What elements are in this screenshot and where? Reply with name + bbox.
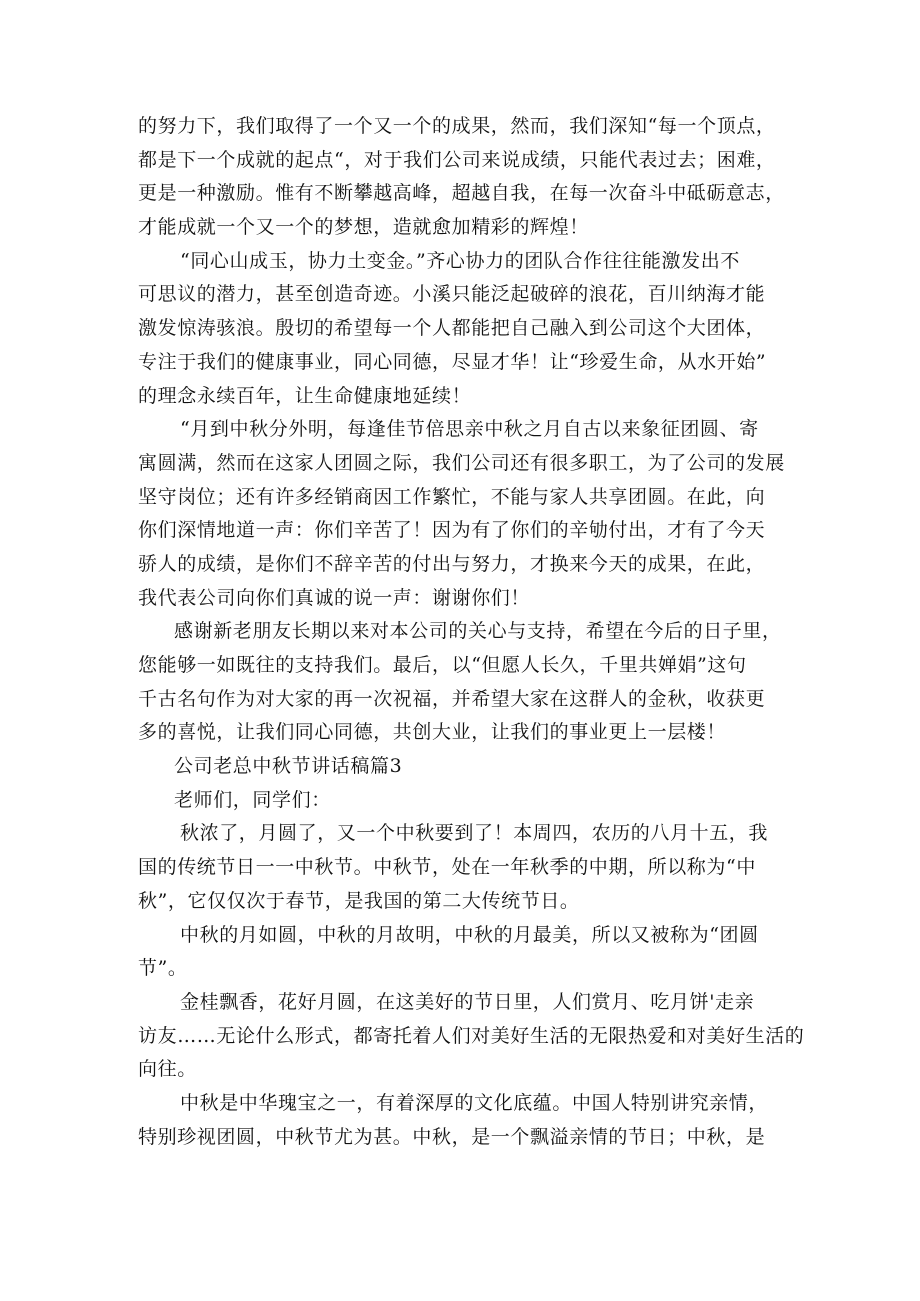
text-line: 的理念永续百年，让生命健康地延续！ — [138, 384, 472, 407]
text-line: 都是下一个成就的起点“，对于我们公司来说成绩，只能代表过去；困难， — [138, 148, 776, 171]
text-line: 寓圆满，然而在这家人团圆之际，我们公司还有很多职工，为了公司的发展 — [138, 451, 785, 474]
text-line: 中秋的月如圆，中秋的月故明，中秋的月最美，所以又被称为“团圆 — [180, 923, 759, 946]
text-line: 秋”，它仅仅次于春节，是我国的第二大传统节日。 — [138, 889, 580, 912]
text-line: 专注于我们的健康事业，同心同德，尽显才华！让“珍爱生命，从水开始” — [138, 350, 767, 373]
body-text — [138, 110, 805, 1154]
text-line: 国的传统节日一一中秋节。中秋节，处在一年秋季的中期，所以称为“中 — [138, 856, 756, 879]
text-line: 的努力下，我们取得了一个又一个的成果，然而，我们深知“每一个顶点， — [138, 115, 776, 137]
text-line: 可思议的潜力，甚至创造奇迹。小溪只能泛起破碎的浪花，百川纳海才能 — [138, 283, 766, 306]
text-line: 多的喜悦，让我们同心同德，共创大业，让我们的事业更上一层楼！ — [138, 721, 727, 744]
text-line: “同心山成玉，协力土变金。”齐心协力的团队合作往往能激发出不 — [180, 249, 740, 272]
text-line: 您能够一如既往的支持我们。最后，以“但愿人长久，千里共婵娟”这句 — [138, 654, 747, 676]
text-line: 金桂飘香，花好月圆，在这美好的节日里，人们赏月、吃月饼'走亲 — [180, 990, 755, 1013]
text-line: 老师们，同学们： — [174, 788, 331, 811]
text-line: 才能成就一个又一个的梦想，造就愈加精彩的辉煌！ — [138, 216, 589, 239]
text-line: 公司老总中秋节讲话稿篇3 — [174, 755, 403, 778]
text-line: 我代表公司向你们真诚的说一声：谢谢你们！ — [138, 586, 531, 609]
text-line: 向往。 — [138, 1058, 197, 1081]
text-line: 你们深情地道一声：你们辛苦了！因为有了你们的辛劬付出，才有了今天 — [138, 519, 766, 542]
text-line: 骄人的成绩，是你们不辞辛苦的付出与努力，才换来今天的成果，在此， — [138, 552, 766, 575]
text-line: 秋浓了，月圆了，又一个中秋要到了！本周四，农历的八月十五，我 — [180, 822, 769, 845]
text-line: 千古名句作为对大家的再一次祝福，并希望大家在这群人的金秋，收获更 — [138, 687, 766, 710]
text-line: “月到中秋分外明，每逢佳节倍思亲中秋之月自古以来象征团圆、寄 — [180, 418, 759, 441]
text-line: 感谢新老朋友长期以来对本公司的关心与支持，希望在今后的日子里， — [174, 620, 782, 643]
text-line: 激发惊涛骇浪。殷切的希望每一个人都能把自己融入到公司这个大团体， — [138, 317, 766, 340]
text-line: 访友……无论什么形式，都寄托着人们对美好生活的无限热爱和对美好生活的 — [138, 1024, 805, 1047]
text-line: 更是一种激励。惟有不断攀越高峰，超越自我，在每一次奋斗中砥砺意志， — [138, 182, 785, 205]
text-line: 节”。 — [138, 957, 188, 980]
text-line: 中秋是中华瑰宝之一，有着深厚的文化底蕴。中国人特别讲究亲情， — [180, 1091, 769, 1114]
text-line: 特别珍视团圆，中秋节尤为甚。中秋，是一个飘溢亲情的节日；中秋，是 — [138, 1125, 766, 1148]
text-line: 坚守岗位；还有许多经销商因工作繁忙，不能与家人共享团圆。在此，向 — [138, 485, 766, 508]
